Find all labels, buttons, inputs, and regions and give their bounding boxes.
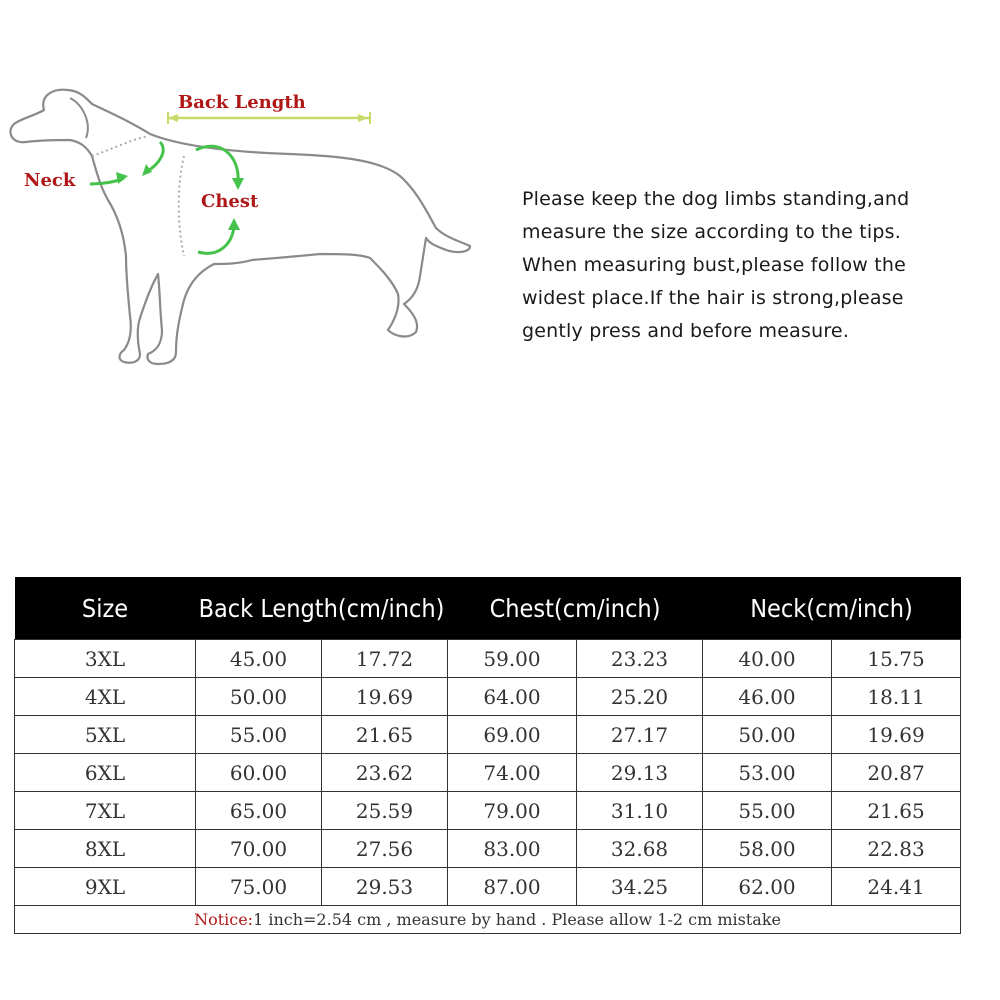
- cell-chest-cm: 79.00: [448, 792, 577, 830]
- cell-size: 4XL: [15, 678, 196, 716]
- cell-chest-inch: 23.23: [577, 640, 703, 678]
- cell-neck-inch: 19.69: [832, 716, 961, 754]
- chest-arrow-top: [196, 146, 238, 182]
- back-length-label: Back Length: [178, 92, 306, 113]
- notice-cell: [15, 906, 961, 934]
- cell-back-length-inch: 25.59: [322, 792, 448, 830]
- notice-label: Notice:: [194, 910, 254, 929]
- cell-chest-cm: 69.00: [448, 716, 577, 754]
- cell-neck-cm: 55.00: [703, 792, 832, 830]
- neck-arrowhead: [116, 172, 128, 184]
- chest-label: Chest: [201, 191, 259, 212]
- cell-neck-inch: 15.75: [832, 640, 961, 678]
- instruction-line: When measuring bust,please follow the: [522, 254, 907, 276]
- cell-back-length-inch: 27.56: [322, 830, 448, 868]
- cell-back-length-cm: 55.00: [196, 716, 322, 754]
- measurement-instructions: [522, 183, 992, 348]
- instruction-line: measure the size according to the tips.: [522, 221, 901, 243]
- dog-measurement-diagram: [0, 60, 500, 390]
- cell-neck-inch: 20.87: [832, 754, 961, 792]
- neck-label: Neck: [24, 170, 76, 191]
- instruction-line: gently press and before measure.: [522, 320, 850, 342]
- cell-back-length-inch: 19.69: [322, 678, 448, 716]
- cell-size: 9XL: [15, 868, 196, 906]
- dog-outline: [10, 90, 470, 364]
- cell-neck-cm: 46.00: [703, 678, 832, 716]
- cell-chest-inch: 29.13: [577, 754, 703, 792]
- cell-back-length-inch: 23.62: [322, 754, 448, 792]
- cell-back-length-inch: 21.65: [322, 716, 448, 754]
- cell-back-length-cm: 65.00: [196, 792, 322, 830]
- cell-neck-cm: 53.00: [703, 754, 832, 792]
- cell-chest-cm: 74.00: [448, 754, 577, 792]
- table-row: [15, 830, 961, 868]
- cell-back-length-cm: 75.00: [196, 868, 322, 906]
- dog-ear-outline: [70, 98, 88, 138]
- chest-dotted-line: [179, 156, 184, 256]
- cell-chest-cm: 87.00: [448, 868, 577, 906]
- table-row: [15, 868, 961, 906]
- cell-neck-inch: 22.83: [832, 830, 961, 868]
- cell-neck-cm: 58.00: [703, 830, 832, 868]
- header-chest: Chest(cm/inch): [448, 577, 703, 640]
- instruction-line: widest place.If the hair is strong,please: [522, 287, 904, 309]
- table-row: [15, 754, 961, 792]
- chest-arrowhead-bottom: [228, 218, 240, 230]
- neck-dotted-line: [92, 136, 148, 156]
- table-row: [15, 678, 961, 716]
- cell-chest-cm: 59.00: [448, 640, 577, 678]
- cell-size: 5XL: [15, 716, 196, 754]
- table-row: [15, 792, 961, 830]
- cell-back-length-cm: 70.00: [196, 830, 322, 868]
- cell-neck-cm: 50.00: [703, 716, 832, 754]
- cell-neck-inch: 24.41: [832, 868, 961, 906]
- header-size: Size: [15, 577, 196, 640]
- instruction-line: Please keep the dog limbs standing,and: [522, 188, 910, 210]
- cell-back-length-cm: 60.00: [196, 754, 322, 792]
- cell-size: 7XL: [15, 792, 196, 830]
- header-back-length: Back Length(cm/inch): [196, 577, 448, 640]
- cell-chest-inch: 25.20: [577, 678, 703, 716]
- cell-chest-cm: 83.00: [448, 830, 577, 868]
- neck-curve-arrowhead: [142, 164, 152, 176]
- cell-neck-cm: 40.00: [703, 640, 832, 678]
- size-table-body: [15, 640, 961, 934]
- table-row: [15, 716, 961, 754]
- cell-size: 3XL: [15, 640, 196, 678]
- cell-chest-cm: 64.00: [448, 678, 577, 716]
- notice-row: [15, 906, 961, 934]
- cell-neck-inch: 18.11: [832, 678, 961, 716]
- cell-back-length-inch: 17.72: [322, 640, 448, 678]
- chest-arrow-bottom: [198, 224, 234, 253]
- size-chart-table: [14, 577, 961, 934]
- cell-back-length-cm: 45.00: [196, 640, 322, 678]
- chest-arrowhead-top: [232, 178, 244, 190]
- cell-chest-inch: 32.68: [577, 830, 703, 868]
- table-row: [15, 640, 961, 678]
- back-length-arrowhead-left: [168, 114, 178, 122]
- cell-neck-inch: 21.65: [832, 792, 961, 830]
- cell-size: 8XL: [15, 830, 196, 868]
- cell-size: 6XL: [15, 754, 196, 792]
- cell-chest-inch: 31.10: [577, 792, 703, 830]
- cell-chest-inch: 34.25: [577, 868, 703, 906]
- size-table-header: [15, 577, 961, 640]
- notice-text: 1 inch=2.54 cm , measure by hand . Please allow 1-2 cm mistake: [253, 910, 781, 929]
- back-length-arrowhead-right: [358, 114, 368, 122]
- cell-back-length-cm: 50.00: [196, 678, 322, 716]
- cell-chest-inch: 27.17: [577, 716, 703, 754]
- cell-back-length-inch: 29.53: [322, 868, 448, 906]
- header-neck: Neck(cm/inch): [703, 577, 961, 640]
- cell-neck-cm: 62.00: [703, 868, 832, 906]
